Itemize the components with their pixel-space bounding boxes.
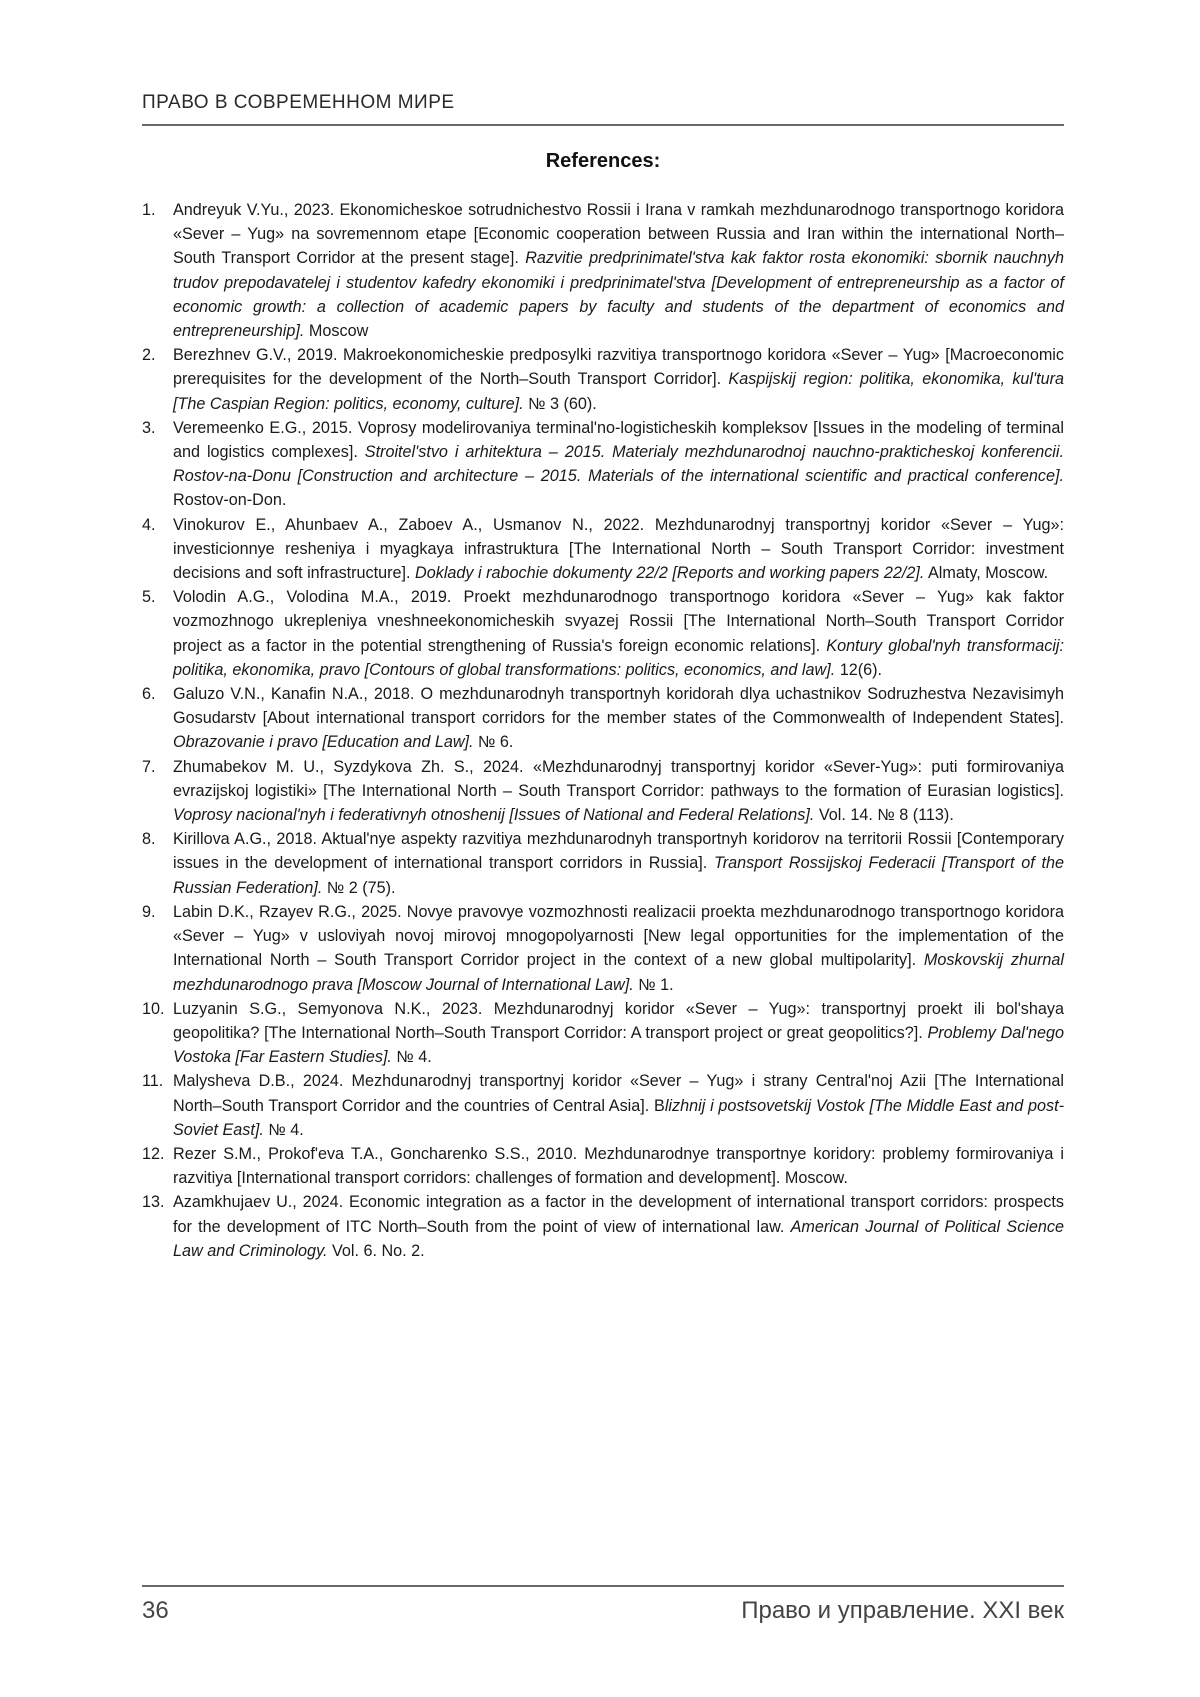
- reference-source: Obrazovanie i pravo [Education and Law].: [173, 733, 474, 752]
- reference-number: 4.: [142, 515, 156, 534]
- reference-source: lizhnij i postsovetskij Vostok [The Middle East and post-Soviet East].: [173, 1096, 1064, 1139]
- reference-text: Vinokurov E., Ahunbaev A., Zaboev A., Usmanov N., 2022. Mezhdunarodnyj transportnyj koridor «Sever – Yug»: investicionnye resheniya i myagkaya infrastruktura [The International North – South Transport Corridor: investment decisions and soft infrastructure].: [173, 515, 1064, 583]
- reference-number: 5.: [142, 588, 156, 607]
- reference-source: Voprosy nacional'nyh i federativnyh otnoshenij [Issues of National and Federal Relations].: [173, 806, 815, 825]
- reference-tail: Rostov-on-Don.: [173, 491, 287, 510]
- reference-source: Kontury global'nyh transformacij: politika, ekonomika, pravo [Contours of global transformations: politics, economics, and law].: [173, 636, 1065, 679]
- section-title: References:: [545, 150, 661, 172]
- reference-item: [142, 827, 1064, 900]
- reference-text: Azamkhujaev U., 2024. Economic integration as a factor in the development of international transport corridors: prospects for the development of ITC North–South from the point of view of international law.: [173, 1193, 1064, 1236]
- reference-number: 9.: [142, 902, 156, 921]
- reference-number: 13.: [142, 1193, 165, 1212]
- reference-text: Malysheva D.B., 2024. Mezhdunarodnyj transportnyj koridor «Sever – Yug» i strany Central'noj Azii [The International North–South Transport Corridor and the countries of Central Asia]. B: [173, 1072, 1064, 1115]
- reference-item: [142, 343, 1064, 416]
- reference-number: 7.: [142, 757, 156, 776]
- reference-tail: Vol. 6. No. 2.: [327, 1241, 425, 1260]
- reference-text: Volodin A.G., Volodina M.A., 2019. Proekt mezhdunarodnogo transportnogo koridora «Sever – Yug» kak faktor vozmozhnogo ukrepleniya vneshneekonomicheskih svyazej Rossii [The International North–South Transport Corridor project as a factor in the potential strengthening of Russia's foreign economic relations].: [173, 588, 1064, 655]
- reference-number: 11.: [142, 1072, 164, 1091]
- reference-item: [142, 682, 1064, 755]
- reference-source: Problemy Dal'nego Vostoka [Far Eastern Studies].: [173, 1023, 1064, 1067]
- reference-text: Andreyuk V.Yu., 2023. Ekonomicheskoe sotrudnichestvo Rossii i Irana v ramkah mezhdunarodnogo transportnogo koridora «Sever – Yug» na sovremennom etape [Economic cooperation between Russia and Iran within the international North–South Transport Corridor at the present stage].: [173, 201, 1064, 268]
- reference-item: [142, 1142, 1064, 1190]
- reference-text: Labin D.K., Rzayev R.G., 2025. Novye pravovye vozmozhnosti realizacii proekta mezhdunarodnogo transportnogo koridora «Sever – Yug» v usloviyah novoj mirovoj mnogopolyarnosti [New legal opportunities for the implementation of the International North – South Transport Corridor project in the context of a new global multipolarity].: [173, 902, 1064, 970]
- reference-item: [142, 755, 1064, 828]
- reference-tail: Moscow: [304, 322, 369, 341]
- reference-item: [142, 1069, 1064, 1142]
- reference-source: Transport Rossijskoj Federacii [Transport of the Russian Federation].: [173, 854, 1064, 897]
- page-footer: [142, 1585, 1064, 1625]
- reference-item: [142, 416, 1064, 513]
- reference-source: Doklady i rabochie dokumenty 22/2 [Reports and working papers 22/2].: [415, 564, 925, 583]
- reference-number: 8.: [142, 830, 156, 849]
- reference-source: Kaspijskij region: politika, ekonomika, kul'tura [The Caspian Region: politics, economy, culture].: [173, 370, 1065, 413]
- reference-source: Razvitie predprinimatel'stva kak faktor rosta ekonomiki: sbornik nauchnyh trudov prepodavatelej i studentov kafedry ekonomiki i predprinimatel'stva [Development of entrepreneurship as a factor of economic growth: a collection of academic papers by faculty and students of the department of economics and entrepreneurship].: [173, 249, 1065, 341]
- reference-text: Veremeenko E.G., 2015. Voprosy modelirovaniya terminal'no-logisticheskih kompleksov [Issues in the modeling of terminal and logistics complexes].: [173, 418, 1064, 462]
- reference-source: Stroitel'stvo i arhitektura – 2015. Materialy mezhdunarodnoj nauchno-prakticheskoj konferencii. Rostov-na-Donu [Construction and architecture – 2015. Materials of the international scientific and practical conference].: [173, 443, 1064, 486]
- reference-item: [142, 585, 1064, 682]
- running-header: [142, 92, 1064, 126]
- reference-number: 1.: [142, 201, 156, 219]
- reference-item: [142, 1190, 1064, 1263]
- reference-tail: № 4.: [391, 1048, 432, 1067]
- reference-text: Berezhnev G.V., 2019. Makroekonomicheskie predposylki razvitiya transportnogo koridora «Sever – Yug» [Macroeconomic prerequisites for the development of the North–South Transport Corridor].: [173, 346, 1064, 389]
- reference-item: [142, 198, 1064, 343]
- reference-item: [142, 900, 1064, 997]
- reference-text: Luzyanin S.G., Semyonova N.K., 2023. Mezhdunarodnyj koridor «Sever – Yug»: transportnyj proekt ili bol'shaya geopolitika? [The International North–South Transport Corridor: A transport project or great geopolitics?].: [173, 999, 1064, 1042]
- reference-text: Rezer S.M., Prokof'eva T.A., Goncharenko S.S., 2010. Mezhdunarodnye transportnye koridory: problemy formirovaniya i razvitiya [International transport corridors: challenges of formation and development]. Moscow.: [173, 1144, 1064, 1188]
- journal-title: ПРАВО В СОВРЕМЕННОМ МИРЕ: [142, 92, 455, 113]
- reference-tail: Almaty, Moscow.: [924, 564, 1049, 583]
- reference-number: 2.: [142, 346, 156, 365]
- reference-number: 3.: [142, 418, 156, 437]
- reference-source: American Journal of Political Science Law and Criminology.: [173, 1217, 1064, 1260]
- reference-tail: 12(6).: [835, 660, 883, 679]
- footer-journal-name: Право и управление. XXI век: [741, 1597, 1064, 1624]
- reference-number: 10.: [142, 999, 165, 1018]
- reference-list: [142, 198, 1064, 1263]
- reference-text: Galuzo V.N., Kanafin N.A., 2018. O mezhdunarodnyh transportnyh koridorah dlya uchastnikov Sodruzhestva Nezavisimyh Gosudarstv [About international transport corridors for the member states of the Commonwealth of Independent States].: [173, 685, 1064, 728]
- reference-text: Kirillova A.G., 2018. Aktual'nye aspekty razvitiya mezhdunarodnyh transportnyh koridorov na territorii Rossii [Contemporary issues in the development of international transport corridors in Russia].: [173, 830, 1064, 873]
- reference-number: 12.: [142, 1144, 165, 1163]
- reference-tail: № 4.: [263, 1120, 304, 1139]
- reference-tail: № 1.: [633, 975, 674, 994]
- reference-tail: № 6.: [473, 733, 514, 752]
- reference-item: [142, 997, 1064, 1070]
- reference-tail: № 2 (75).: [322, 878, 396, 897]
- reference-tail: № 3 (60).: [523, 394, 597, 413]
- page-number: 36: [142, 1597, 169, 1624]
- reference-number: 6.: [142, 685, 156, 704]
- reference-text: Zhumabekov M. U., Syzdykova Zh. S., 2024. «Mezhdunarodnyj transportnyj koridor «Sever-Yug»: puti formirovaniya evrazijskoj logistiki» [The International North – South Transport Corridor: pathways to the formation of Eurasian logistics].: [173, 757, 1064, 800]
- reference-source: Moskovskij zhurnal mezhdunarodnogo prava [Moscow Journal of International Law].: [173, 951, 1064, 994]
- reference-tail: Vol. 14. № 8 (113).: [814, 806, 954, 825]
- reference-item: [142, 513, 1064, 586]
